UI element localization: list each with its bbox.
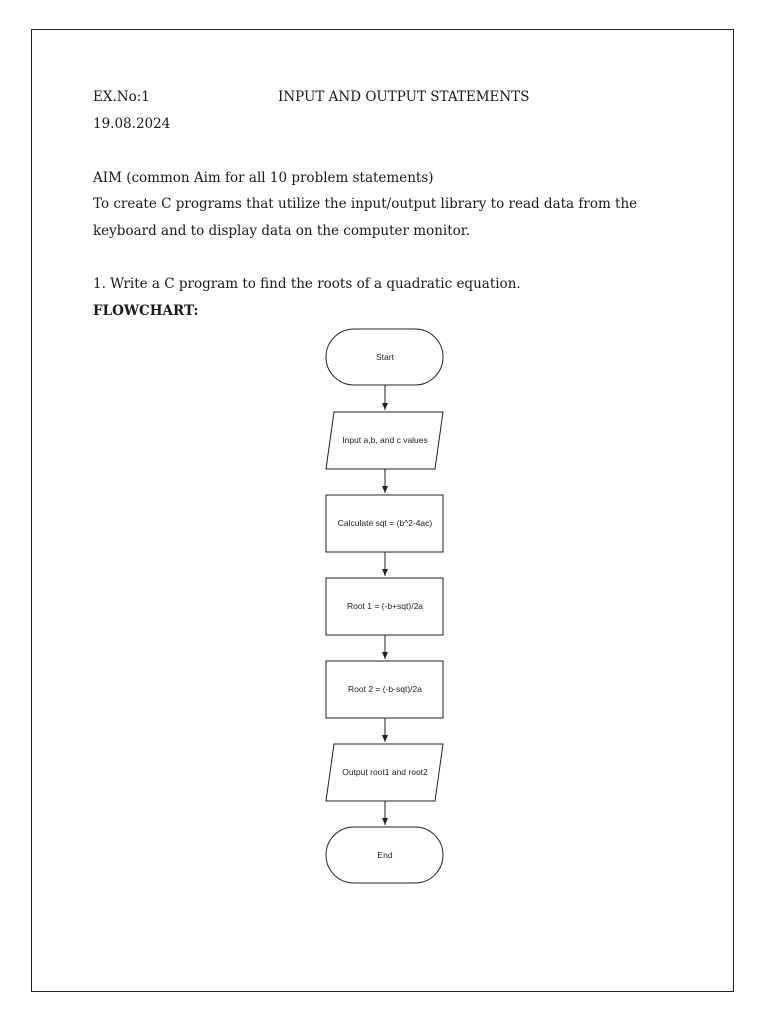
flow-node-end	[326, 827, 443, 883]
flow-node-calc	[326, 495, 443, 552]
aim-line-1: To create C programs that utilize the input/output library to read data from the	[93, 196, 638, 212]
flow-node-calc-label: Calculate sqt = (b^2-4ac)	[337, 518, 433, 528]
document-date: 19.08.2024	[93, 116, 171, 132]
flow-node-end-label: End	[377, 850, 393, 860]
flow-node-output-label: Output root1 and root2	[342, 767, 428, 777]
flow-node-root2-label: Root 2 = (-b-sqt)/2a	[348, 684, 422, 694]
flow-node-output	[326, 744, 443, 801]
flowchart-diagram	[300, 322, 470, 888]
aim-heading: AIM (common Aim for all 10 problem statements)	[93, 170, 434, 186]
problem-statement: 1. Write a C program to find the roots of a quadratic equation.	[93, 276, 521, 292]
exercise-number: EX.No:1	[93, 89, 150, 105]
flow-node-input	[326, 412, 443, 469]
document-title: INPUT AND OUTPUT STATEMENTS	[278, 89, 530, 105]
flow-node-input-label: Input a,b, and c values	[342, 435, 428, 445]
flow-node-start-label: Start	[376, 352, 394, 362]
flowchart-label: FLOWCHART:	[93, 303, 199, 319]
flow-node-root1	[326, 578, 443, 635]
flow-node-root1-label: Root 1 = (-b+sqt)/2a	[346, 601, 424, 611]
flow-node-start	[326, 329, 443, 385]
aim-line-2: keyboard and to display data on the computer monitor.	[93, 223, 471, 239]
flow-node-root2	[326, 661, 443, 718]
